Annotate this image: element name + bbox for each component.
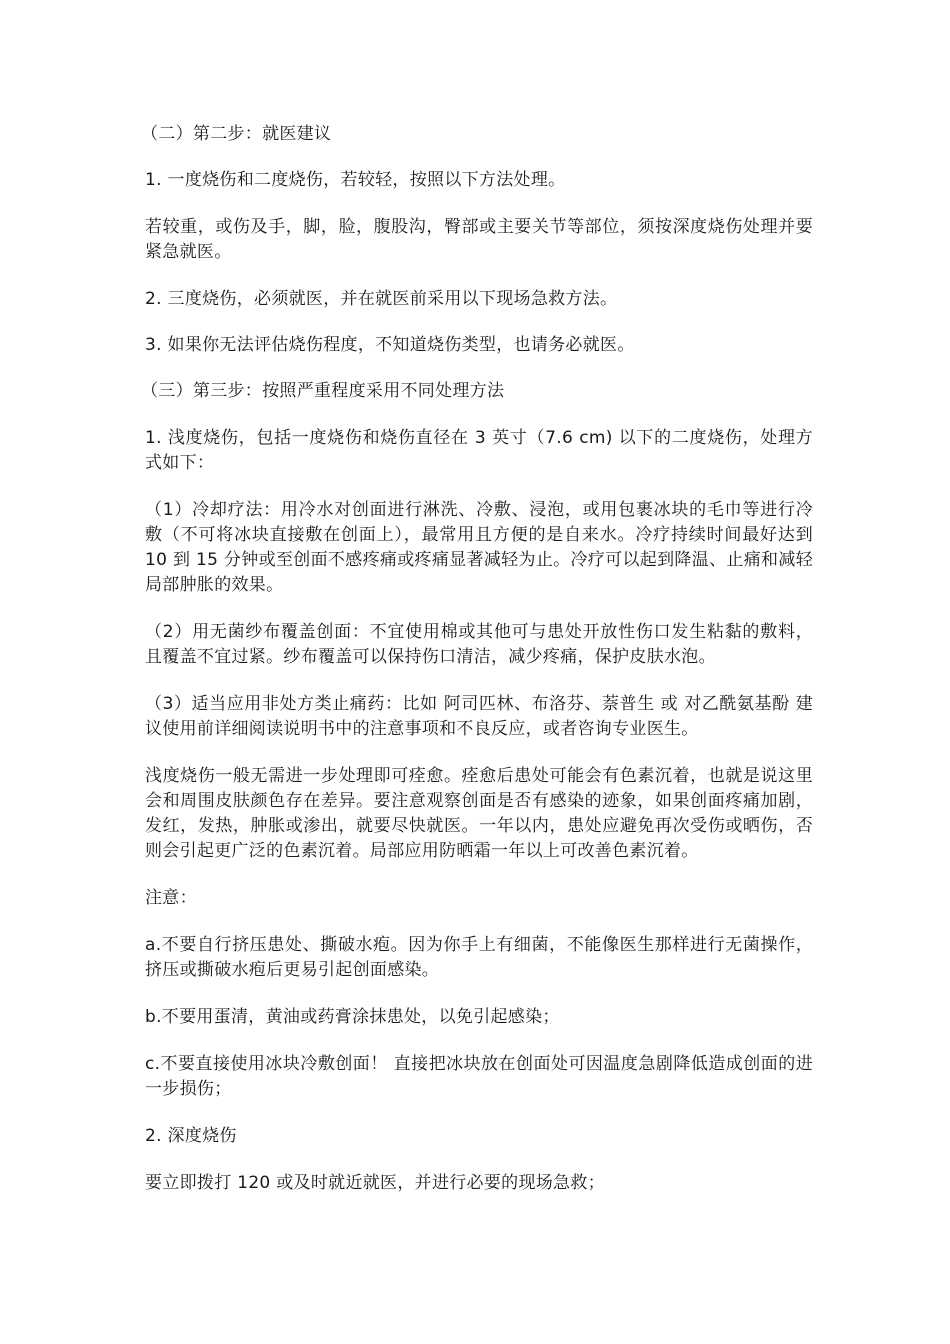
paragraph-third-degree: 2. 三度烧伤，必须就医，并在就医前采用以下现场急救方法。 [145, 289, 618, 309]
section-heading-step-two: （二）第二步：就医建议 [141, 124, 332, 144]
note-heading: 注意： [145, 888, 197, 908]
paragraph-mild-burns: 1. 一度烧伤和二度烧伤，若较轻，按照以下方法处理。 [145, 170, 566, 190]
paragraph-unknown-degree: 3. 如果你无法评估烧伤程度，不知道烧伤类型，也请务必就医。 [145, 335, 635, 355]
paragraph-cooling-therapy: （1）冷却疗法：用冷水对创面进行淋洗、冷敷、浸泡，或用包裹冰块的毛巾等进行冷敷（不可将冰块直接敷在创面上），最常用且方便的是自来水。冷疗持续时间最好达到 10 到 15 分钟或至创面不感疼痛或疼痛显著减轻为止。冷疗可以起到降温、止痛和减轻局部肿胀的效果。 [145, 500, 813, 595]
paragraph-deep-burns-action: 要立即拨打 120 或及时就近就医，并进行必要的现场急救； [145, 1173, 605, 1193]
paragraph-pain-relievers: （3）适当应用非处方类止痛药：比如 阿司匹林、布洛芬、萘普生 或 对乙酰氨基酚 建议使用前详细阅读说明书中的注意事项和不良反应，或者咨询专业医生。 [145, 694, 813, 739]
section-heading-step-three: （三）第三步：按照严重程度采用不同处理方法 [141, 381, 505, 401]
paragraph-superficial-burns: 1. 浅度烧伤，包括一度烧伤和烧伤直径在 3 英寸（7.6 cm) 以下的二度烧伤，处理方式如下： [145, 428, 813, 473]
paragraph-healing: 浅度烧伤一般无需进一步处理即可痊愈。痊愈后患处可能会有色素沉着，也就是说这里会和周围皮肤颜色存在差异。要注意观察创面是否有感染的迹象，如果创面疼痛加剧，发红，发热，肿胀或渗出，就要尽快就医。一年以内，患处应避免再次受伤或晒伤，否则会引起更广泛的色素沉着。局部应用防晒霜一年以上可改善色素沉着。 [145, 766, 813, 861]
paragraph-severe-locations: 若较重，或伤及手，脚，脸，腹股沟，臀部或主要关节等部位，须按深度烧伤处理并要紧急就医。 [145, 217, 813, 262]
note-item-c: c.不要直接使用冰块冷敷创面！ 直接把冰块放在创面处可因温度急剧降低造成创面的进一步损伤； [145, 1054, 813, 1099]
note-item-a: a.不要自行挤压患处、撕破水疱。因为你手上有细菌，不能像医生那样进行无菌操作，挤压或撕破水疱后更易引起创面感染。 [145, 935, 813, 980]
document-body [141, 122, 813, 1196]
note-item-b: b.不要用蛋清，黄油或药膏涂抹患处，以免引起感染； [145, 1007, 560, 1027]
paragraph-sterile-gauze: （2）用无菌纱布覆盖创面：不宜使用棉或其他可与患处开放性伤口发生粘黏的敷料，且覆盖不宜过紧。纱布覆盖可以保持伤口清洁，减少疼痛，保护皮肤水泡。 [145, 622, 813, 667]
paragraph-deep-burns-heading: 2. 深度烧伤 [145, 1126, 237, 1146]
